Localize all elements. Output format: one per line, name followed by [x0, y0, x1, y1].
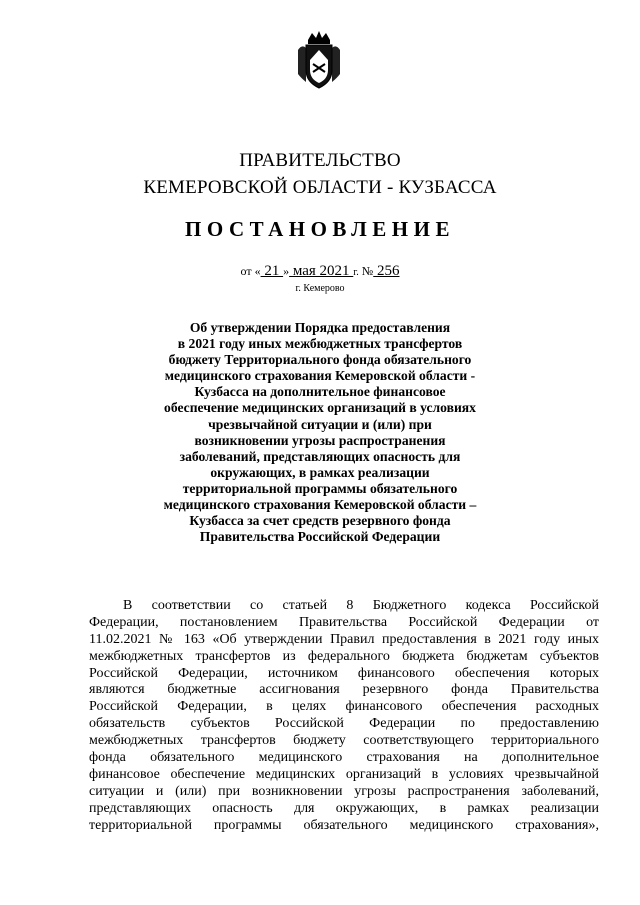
body-line: Федерации, постановлением Правительства Российской Федерации от: [89, 614, 599, 630]
coat-of-arms-icon: [296, 30, 342, 90]
body-line: ситуации и (или) при возникновении угрозы распространения заболеваний,: [89, 783, 599, 799]
title-line: Об утверждении Порядка предоставления: [189, 320, 451, 335]
body-line: 11.02.2021 № 163 «Об утверждении Правил предоставления в 2021 году иных: [89, 631, 599, 647]
date-from-label: от «: [240, 264, 261, 278]
title-line: обеспечение медицинских организаций в условиях: [164, 400, 476, 416]
title-line: Правительства Российской Федерации: [199, 529, 441, 545]
title-line: медицинского страхования Кемеровской области -: [164, 368, 476, 384]
body-line: межбюджетных трансфертов бюджету соответствующего территориального: [89, 733, 599, 749]
title-line: окружающих, в рамках реализации: [210, 464, 430, 480]
number-label: №: [361, 264, 374, 278]
year-abbr: г.: [353, 267, 359, 278]
title-line: в 2021 году иных межбюджетных трансфертов: [177, 336, 463, 352]
body-line: финансовое обеспечение медицинских организаций в условиях чрезвычайной: [89, 766, 599, 782]
body-line: В соответствии со статьей 8 Бюджетного кодекса Российской: [123, 598, 599, 613]
title-line: Кузбасса за счет средств резервного фонда: [189, 513, 451, 529]
title-line: возникновении угрозы распространения: [194, 432, 446, 448]
body-paragraph: [89, 598, 599, 834]
body-line: Российской Федерации, источником финансового обеспечения которых: [89, 665, 599, 681]
date-month-year: мая 2021: [289, 263, 354, 279]
date-quote-close: »: [283, 264, 290, 278]
title-line: территориальной программы обязательного: [182, 480, 458, 496]
date-number-line: [0, 263, 640, 281]
body-line: обязательств субъектов Российской Федерации по предоставлению: [89, 716, 599, 732]
body-line: являются бюджетные ассигнования резервного фонда Правительства: [89, 682, 599, 698]
body-line: Российской Федерации, в целях финансового обеспечения расходных: [89, 699, 599, 715]
government-name-line2: КЕМЕРОВСКОЙ ОБЛАСТИ - КУЗБАССА: [143, 177, 497, 198]
document-type-heading: ПОСТАНОВЛЕНИЕ: [185, 217, 455, 241]
government-name-line1: ПРАВИТЕЛЬСТВО: [239, 150, 401, 171]
body-line: фонда обязательного медицинского страхования на дополнительное: [89, 750, 599, 766]
body-line: территориальной программы обязательного медицинского страхования»,: [89, 817, 599, 833]
title-line: бюджету Территориального фонда обязательного: [168, 352, 472, 368]
title-line: чрезвычайной ситуации и (или) при: [208, 416, 432, 432]
title-line: медицинского страхования Кемеровской области –: [163, 497, 477, 513]
date-day: 21: [260, 263, 284, 279]
document-title: [140, 320, 500, 545]
title-line: Кузбасса на дополнительное финансовое: [194, 384, 446, 400]
title-line: заболеваний, представляющих опасность для: [179, 448, 461, 464]
city-label: г. Кемерово: [295, 283, 345, 294]
document-number: 256: [373, 263, 400, 279]
body-line: межбюджетных трансфертов из федерального бюджета бюджетам субъектов: [89, 648, 599, 664]
body-line: представляющих опасность для окружающих, в рамках реализации: [89, 800, 599, 816]
